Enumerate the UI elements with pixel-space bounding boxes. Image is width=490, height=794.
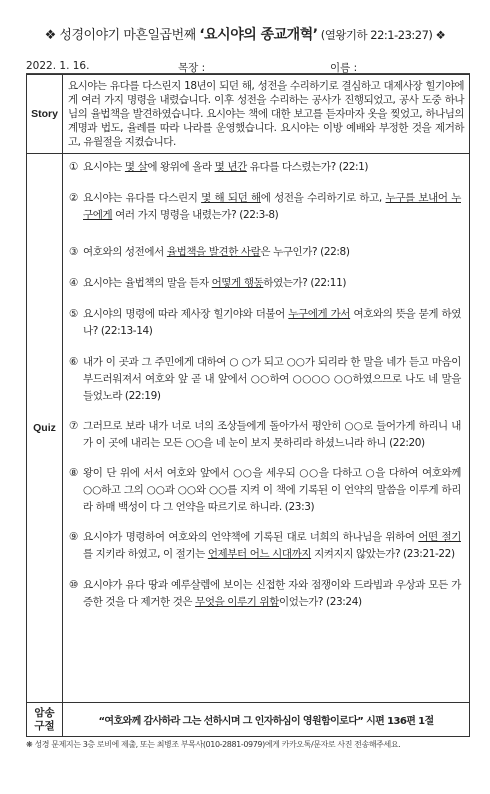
quiz-question xyxy=(69,465,461,516)
quiz-label: Quiz xyxy=(27,154,63,703)
question-number: ⑦ xyxy=(69,420,79,432)
question-keyword: 어떻게 행동 xyxy=(211,277,264,289)
story-text: 요시야는 유다를 다스린지 18년이 되던 해, 성전을 수리하기로 결심하고 대제사장 힐기야에게 여러 가지 명령을 내렸습니다. 이후 성전을 수리하는 공사가 진행되었고, 공사 도중 하나님의 율법책을 발견하였습니다. 요시야는 책에 대한 보고를 듣자마자 옷을 찢었고, 하나님의 계명과 법도, 율례를 따라 나라를 운영했습니다. 요시야는 이방 예배와 부정한 것을 제거하고, 유월절을 지켰습니다. xyxy=(68,80,464,148)
question-text: 이었는가? (23:24) xyxy=(278,596,362,608)
quiz-cell xyxy=(63,154,470,703)
question-text: 하였는가? (22:11) xyxy=(263,277,347,289)
quiz-question xyxy=(69,190,461,224)
question-number: ① xyxy=(69,161,79,173)
question-text: 요시야는 xyxy=(83,161,125,173)
title-main: ‘요시야의 종교개혁’ xyxy=(199,27,318,43)
question-text: 왕이 단 위에 서서 여호와 앞에서 ○○을 세우되 ○○을 다하고 ○을 다하여 여호와께 ○○하고 그의 ○○과 ○○와 ○○를 지켜 이 책에 기록된 이 언약의 말씀을 이루게 하리라 하매 백성이 다 그 언약을 따르기로 하니라. (23:3) xyxy=(83,467,461,513)
question-text: 여호와의 성전에서 xyxy=(83,246,167,258)
quiz-question xyxy=(69,577,461,611)
memory-label-line2: 구절 xyxy=(34,719,55,732)
question-text: 요시야는 율법책의 말을 듣자 xyxy=(83,277,212,289)
title-prefix: ❖ 성경이야기 마흔일곱번째 xyxy=(44,28,200,43)
quiz-question xyxy=(69,159,461,176)
question-text: 은 누구인가? (22:8) xyxy=(260,246,350,258)
quiz-row xyxy=(27,154,470,703)
title-reference: (열왕기하 22:1-23:27) ❖ xyxy=(317,28,446,42)
question-number: ⑥ xyxy=(69,356,79,368)
name-label: 이름 : xyxy=(330,62,358,74)
question-number: ⑧ xyxy=(69,467,79,479)
memory-verse: “여호와께 감사하라 그는 선하시며 그 인자하심이 영원함이로다” 시편 136편 1절 xyxy=(63,703,470,737)
question-keyword: 누구에게 가서 xyxy=(288,308,351,320)
question-number: ⑤ xyxy=(69,308,79,320)
quiz-question xyxy=(69,418,461,452)
question-keyword: 율법책을 발견한 사람 xyxy=(166,246,261,258)
question-text: 요시야가 유다 땅과 예루살렘에 보이는 신접한 자와 점쟁이와 드라빔과 우상과 모든 가증한 것을 다 제거한 것은 xyxy=(83,579,461,608)
question-number: ④ xyxy=(69,277,79,289)
class-label: 목장 : xyxy=(178,62,206,74)
question-text: 지켜지지 않았는가? (23:21-22) xyxy=(311,548,455,560)
memory-label-line1: 암송 xyxy=(34,706,55,719)
question-keyword: 몇 살 xyxy=(124,161,148,173)
question-keyword: 몇 년간 xyxy=(214,161,247,173)
meta-line xyxy=(26,60,470,74)
quiz-question xyxy=(69,244,461,261)
memory-row xyxy=(27,703,470,737)
memory-label xyxy=(27,703,63,737)
quiz-question xyxy=(69,354,461,405)
quiz-question xyxy=(69,275,461,292)
worksheet-table xyxy=(26,74,470,737)
question-text: 요시야가 명령하여 여호와의 언약책에 기록된 대로 너희의 하나님을 위하여 xyxy=(83,531,419,543)
question-text: 에 성전을 수리하기로 하고, xyxy=(260,192,386,204)
question-number: ③ xyxy=(69,246,79,258)
story-label: Story xyxy=(27,75,63,154)
quiz-question xyxy=(69,306,461,340)
date-text: 2022. 1. 16. xyxy=(26,60,90,72)
question-text: 그러므로 보라 내가 너로 너의 조상들에게 돌아가서 평안히 ○○로 들어가게 하리니 내가 이 곳에 내리는 모든 ○○을 네 눈이 보지 못하리라 하셨느니라 하니 (22:20) xyxy=(83,420,461,449)
footer-note: ❋ 성경 문제지는 3층 로비에 제출, 또는 최병조 부목사(010-2881-0979)에게 카카오톡/문자로 사진 전송해주세요. xyxy=(26,740,401,749)
question-text: 내가 이 곳과 그 주민에게 대하여 ○ ○가 되고 ○○가 되리라 한 말을 네가 듣고 마음이 부드러워져서 여호와 앞 곧 내 앞에서 ○○하여 ○○○○ ○○하였으므로 나도 네 말을 들었노라 (22:19) xyxy=(83,356,461,402)
question-text: 에 왕위에 올라 xyxy=(147,161,215,173)
question-keyword: 무엇을 이루기 위함 xyxy=(195,596,279,608)
question-keyword: 언제부터 어느 시대까지 xyxy=(207,548,312,560)
question-text: 요시야는 유다를 다스린지 xyxy=(83,192,202,204)
question-text: 유다를 다스렸는가? (22:1) xyxy=(246,161,369,173)
question-text: 여러 가지 명령을 내렸는가? (22:3-8) xyxy=(112,209,279,221)
question-number: ⑩ xyxy=(69,579,79,591)
question-number: ⑨ xyxy=(69,531,79,543)
question-number: ② xyxy=(69,192,79,204)
question-keyword: 몇 해 되던 해 xyxy=(201,192,261,204)
story-cell xyxy=(63,75,470,154)
question-text: 여호와의 뜻을 묻게 하였나? (22:13-14) xyxy=(83,308,461,337)
quiz-question xyxy=(69,529,461,563)
question-keyword: 어떤 절기 xyxy=(418,531,461,543)
quiz-list xyxy=(69,159,461,611)
question-keyword: 누구를 보내어 누구에게 xyxy=(83,192,461,221)
question-text: 를 지키라 하였고, 이 절기는 xyxy=(83,548,208,560)
story-row xyxy=(27,75,470,154)
question-text: 요시야의 명령에 따라 제사장 힐기야와 더불어 xyxy=(83,308,289,320)
worksheet-title xyxy=(0,24,490,44)
